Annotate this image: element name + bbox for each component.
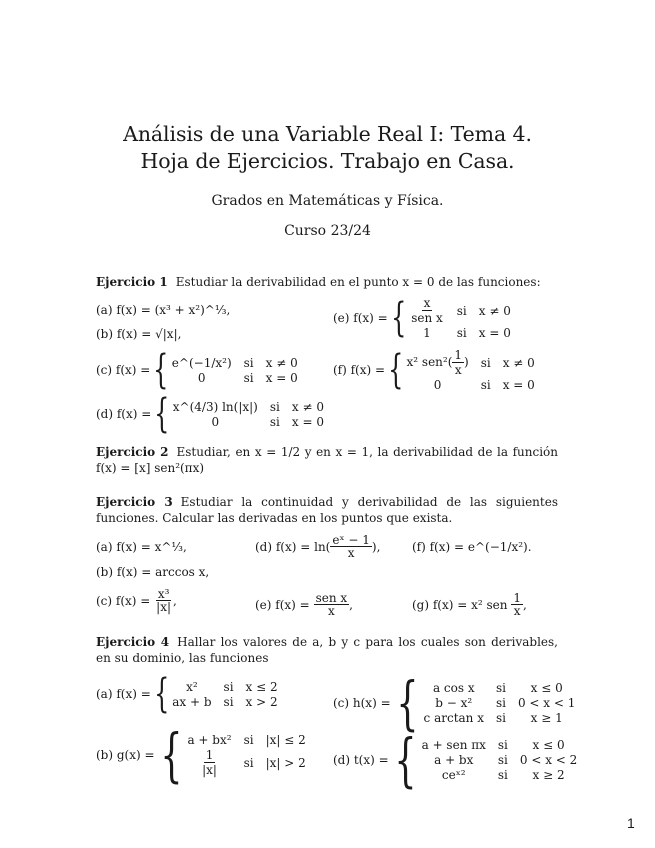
ex3-item-b: (b) f(x) = arccos x, bbox=[96, 565, 210, 579]
ex4-d-lhs: (d) t(x) = bbox=[333, 753, 389, 767]
case-condition: x ≠ 0 bbox=[291, 399, 324, 414]
case-value: a + bx² bbox=[187, 733, 232, 747]
case-value: 1 bbox=[423, 326, 431, 340]
case-value: a cos x bbox=[432, 681, 475, 695]
case-value: c arctan x bbox=[423, 711, 484, 725]
case-condition: 0 < x < 1 bbox=[517, 696, 576, 710]
case-value: a + sen πx bbox=[421, 738, 486, 752]
denominator: x bbox=[513, 604, 521, 618]
exercise-4-statement bbox=[96, 634, 558, 666]
case-si: si bbox=[495, 681, 506, 695]
case-si: si bbox=[497, 768, 508, 782]
case-condition: x ≠ 0 bbox=[478, 303, 511, 318]
brace: { bbox=[153, 671, 170, 717]
case-value: ax + b bbox=[172, 694, 212, 709]
case-value: x² bbox=[186, 679, 198, 694]
page-number: 1 bbox=[627, 815, 635, 831]
ex4-a-lhs: (a) f(x) = bbox=[96, 687, 151, 701]
exercise-4-text: Hallar los valores de a, b y c para los cuales son derivables, en su dominio, las funciones bbox=[96, 635, 558, 665]
exercise-3-text: Estudiar la continuidad y derivabilidad de las siguientes funciones. Calcular las derivadas en los puntos que exista. bbox=[96, 495, 558, 525]
case-condition: x ≠ 0 bbox=[502, 355, 535, 370]
ex1-d-lhs: (d) f(x) = bbox=[96, 407, 152, 421]
numerator: 1 bbox=[205, 748, 214, 762]
case-condition: |x| ≤ 2 bbox=[265, 733, 306, 747]
ex1-item-f bbox=[333, 348, 535, 392]
ex1-c-lhs: (c) f(x) = bbox=[96, 363, 151, 377]
brace: { bbox=[153, 347, 169, 393]
case-condition: x = 0 bbox=[265, 370, 298, 385]
case-si: si bbox=[243, 355, 254, 370]
case-si: si bbox=[269, 399, 280, 414]
ex3-g-suffix: , bbox=[522, 597, 527, 612]
exercise-2-statement bbox=[96, 444, 558, 476]
numerator: 1 bbox=[454, 348, 463, 362]
ex4-c-lhs: (c) h(x) = bbox=[333, 696, 391, 710]
ex4-item-c bbox=[333, 669, 576, 737]
case-si: si bbox=[456, 303, 467, 318]
case-si: si bbox=[269, 414, 280, 429]
ex4-item-a bbox=[96, 671, 278, 717]
ex3-e-lhs: (e) f(x) = bbox=[255, 597, 310, 612]
case-condition: x = 0 bbox=[478, 326, 511, 340]
case-si: si bbox=[495, 696, 506, 710]
ex1-item-d bbox=[96, 391, 324, 437]
ex3-item-d bbox=[255, 534, 380, 559]
case-condition: x > 2 bbox=[245, 694, 278, 709]
ex1-f-lhs: (f) f(x) = bbox=[333, 363, 386, 377]
ex4-item-b bbox=[96, 721, 306, 789]
ex1-item-e bbox=[333, 296, 511, 340]
case-value: e^(−1/x²) bbox=[171, 355, 232, 370]
case-condition: x ≤ 0 bbox=[532, 738, 565, 752]
ex3-item-a: (a) f(x) = x^⅓, bbox=[96, 540, 187, 554]
title-line-1: Análisis de una Variable Real I: Tema 4. bbox=[123, 122, 532, 146]
brace: { bbox=[388, 347, 404, 393]
ex4-a-cases bbox=[172, 680, 277, 709]
case-value: 0 bbox=[211, 414, 220, 429]
ex1-e-cases bbox=[409, 296, 511, 340]
ex4-b-cases bbox=[187, 733, 305, 777]
case-condition: 0 < x < 2 bbox=[519, 753, 578, 767]
case-value: b − x² bbox=[435, 696, 473, 710]
case-condition: x ≥ 1 bbox=[530, 711, 563, 725]
exercise-1-statement bbox=[96, 274, 558, 290]
denominator: |x| bbox=[156, 600, 172, 614]
case-value: x^(4/3) ln(|x|) bbox=[172, 399, 258, 414]
case-si: si bbox=[243, 755, 254, 770]
brace: { bbox=[396, 669, 419, 737]
fraction bbox=[154, 588, 173, 613]
case-si: si bbox=[480, 355, 491, 370]
ex3-d-suffix: ), bbox=[371, 539, 381, 554]
exercise-4-label: Ejercicio 4 bbox=[96, 635, 170, 649]
denominator: sen x bbox=[411, 311, 443, 325]
fraction bbox=[187, 748, 231, 777]
ex3-g-lhs: (g) f(x) = x² sen bbox=[412, 597, 508, 612]
title-line-2: Hoja de Ejercicios. Trabajo en Casa. bbox=[140, 149, 515, 173]
fraction bbox=[330, 534, 372, 559]
ex1-d-cases bbox=[173, 400, 324, 429]
fraction bbox=[511, 592, 523, 617]
ex3-item-e bbox=[255, 592, 353, 617]
ex4-b-lhs: (b) g(x) = bbox=[96, 748, 155, 762]
ex3-item-f: (f) f(x) = e^(−1/x²). bbox=[412, 540, 532, 554]
brace: { bbox=[154, 391, 170, 437]
case-value: 0 bbox=[433, 378, 442, 392]
case-value bbox=[407, 348, 469, 377]
brace: { bbox=[390, 295, 407, 341]
case-value: a + bx bbox=[434, 753, 474, 767]
exercise-3-statement bbox=[96, 494, 558, 526]
case-value: ceˣ² bbox=[441, 768, 466, 782]
ex3-item-g bbox=[412, 592, 527, 617]
case-si: si bbox=[495, 711, 506, 725]
case-si: si bbox=[223, 679, 234, 694]
ex3-d-lhs: (d) f(x) = ln( bbox=[255, 539, 331, 554]
case-si: si bbox=[223, 694, 234, 709]
case-si: si bbox=[497, 738, 508, 752]
ex1-c-cases bbox=[172, 356, 298, 385]
exercise-2-label: Ejercicio 2 bbox=[96, 445, 169, 459]
numerator: x³ bbox=[157, 587, 170, 601]
case-si: si bbox=[243, 370, 254, 385]
brace: { bbox=[159, 721, 183, 789]
case-value-prefix: x² sen²( bbox=[406, 355, 453, 369]
fraction bbox=[452, 348, 464, 377]
denominator: x bbox=[347, 546, 355, 560]
fraction bbox=[409, 296, 445, 325]
exercise-3-label: Ejercicio 3 bbox=[96, 495, 173, 509]
ex4-item-d bbox=[333, 726, 578, 794]
case-condition: x ≠ 0 bbox=[265, 355, 298, 370]
ex1-e-lhs: (e) f(x) = bbox=[333, 311, 388, 325]
case-si: si bbox=[243, 733, 254, 747]
case-condition: x ≤ 0 bbox=[530, 681, 563, 695]
numerator: sen x bbox=[315, 591, 348, 605]
ex1-item-a: (a) f(x) = (x³ + x²)^⅓, bbox=[96, 303, 231, 317]
case-condition: x = 0 bbox=[502, 378, 535, 392]
exercise-1-text: Estudiar la derivabilidad en el punto x = 0 de las funciones: bbox=[175, 275, 541, 289]
case-si: si bbox=[497, 753, 508, 767]
fraction bbox=[314, 592, 350, 617]
numerator: 1 bbox=[513, 591, 521, 605]
numerator: eˣ − 1 bbox=[332, 533, 370, 547]
case-condition: x ≥ 2 bbox=[532, 768, 565, 782]
denominator: |x| bbox=[202, 763, 217, 777]
case-value-suffix: ) bbox=[464, 355, 469, 369]
case-condition: |x| > 2 bbox=[265, 755, 306, 770]
ex4-c-cases bbox=[424, 681, 576, 725]
case-si: si bbox=[456, 326, 467, 340]
brace: { bbox=[394, 726, 417, 794]
ex1-f-cases bbox=[407, 348, 535, 392]
exercise-2-text: Estudiar, en x = 1/2 y en x = 1, la derivabilidad de la función f(x) = [x] sen²(πx) bbox=[96, 445, 558, 475]
ex3-c-lhs: (c) f(x) = bbox=[96, 593, 151, 608]
course-line: Curso 23/24 bbox=[284, 223, 371, 239]
ex3-item-c bbox=[96, 588, 177, 613]
degrees-line: Grados en Matemáticas y Física. bbox=[211, 193, 444, 209]
exercise-1-label: Ejercicio 1 bbox=[96, 275, 168, 289]
case-value: 0 bbox=[197, 370, 206, 385]
ex3-e-suffix: , bbox=[349, 597, 353, 612]
case-condition: x ≤ 2 bbox=[245, 679, 278, 694]
case-si: si bbox=[480, 378, 491, 392]
case-condition: x = 0 bbox=[291, 414, 324, 429]
ex3-c-suffix: , bbox=[173, 593, 177, 608]
denominator: x bbox=[454, 363, 462, 377]
ex1-item-c bbox=[96, 347, 298, 393]
ex4-d-cases bbox=[422, 738, 578, 782]
numerator: x bbox=[423, 296, 431, 310]
ex1-item-b: (b) f(x) = √|x|, bbox=[96, 327, 182, 341]
denominator: x bbox=[327, 604, 335, 618]
